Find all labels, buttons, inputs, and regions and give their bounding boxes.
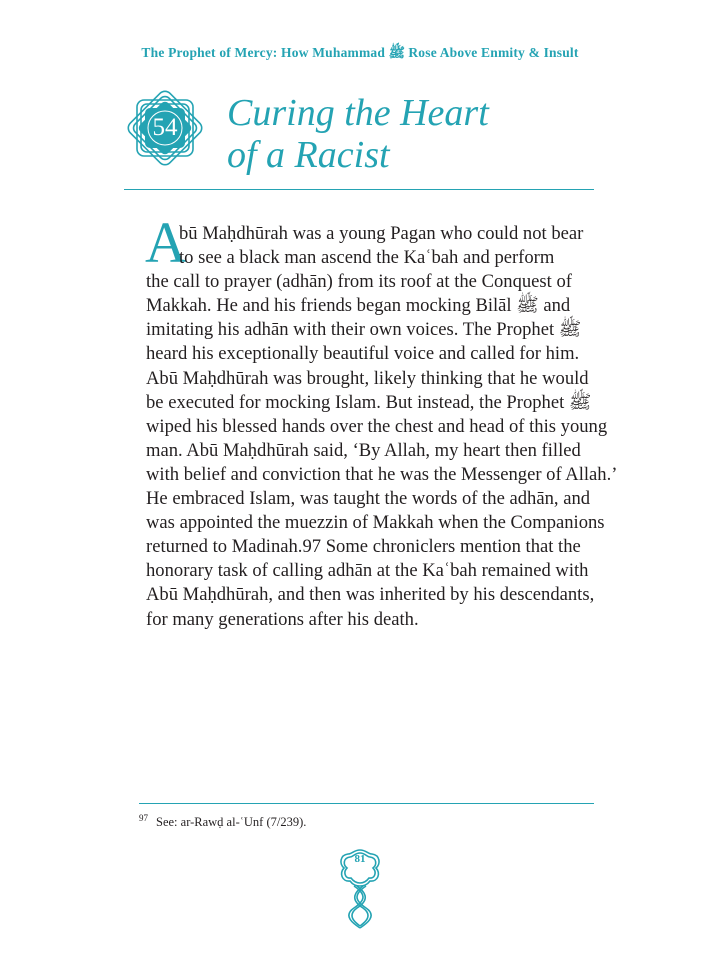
body-paragraph [146,222,618,632]
running-head: The Prophet of Mercy: How Muhammad ﷺ Rose Above Enmity & Insult [141,45,579,60]
chapter-number-badge [123,86,207,170]
text-line: the call to prayer (adhān) from its roof at the Conquest of [146,271,572,293]
text-line: wiped his blessed hands over the chest and head of this young [146,415,608,437]
text-line: be executed for mocking Islam. But instead, the Prophet ﷺ [146,391,592,413]
text-line: He embraced Islam, was taught the words of the adhān, and [146,488,591,510]
footnote-number: 97 [139,813,148,823]
text-line: for many generations after his death. [146,608,419,630]
drop-cap: A [145,210,187,275]
text-line: to see a black man ascend the Kaʿbah and perform [179,247,555,269]
footnote [139,813,306,830]
title-divider [124,189,594,190]
text-line: bū Maḥdhūrah was a young Pagan who could not bear [179,223,584,244]
text-line: Abū Maḥdhūrah was brought, likely thinking that he would [146,367,589,389]
text-line: heard his exceptionally beautiful voice and called for him. [146,343,580,365]
footnote-text: See: ar-Rawḍ al-ʿUnf (7/239). [156,815,307,830]
text-line: man. Abū Maḥdhūrah said, ‘By Allah, my heart then filled [146,439,581,461]
footnote-divider [139,803,594,804]
chapter-number: 54 [152,114,178,141]
text-line: Abū Maḥdhūrah, and then was inherited by his descendants, [146,584,595,606]
chapter-title [227,92,489,176]
text-line: with belief and conviction that he was the Messenger of Allah.’ [146,463,618,485]
chapter-title-line: of a Racist [227,134,390,176]
text-line: honorary task of calling adhān at the Kaʿbah remained with [146,560,589,582]
page-number: 81 [354,853,366,865]
text-line: Makkah. He and his friends began mocking Bilāl ﷺ and [146,295,571,317]
text-line: imitating his adhān with their own voices. The Prophet ﷺ [146,319,582,341]
text-line: was appointed the muezzin of Makkah when the Companions [146,512,605,534]
chapter-title-line: Curing the Heart [227,92,489,134]
text-line: returned to Madinah.97 Some chroniclers mention that the [146,536,581,558]
